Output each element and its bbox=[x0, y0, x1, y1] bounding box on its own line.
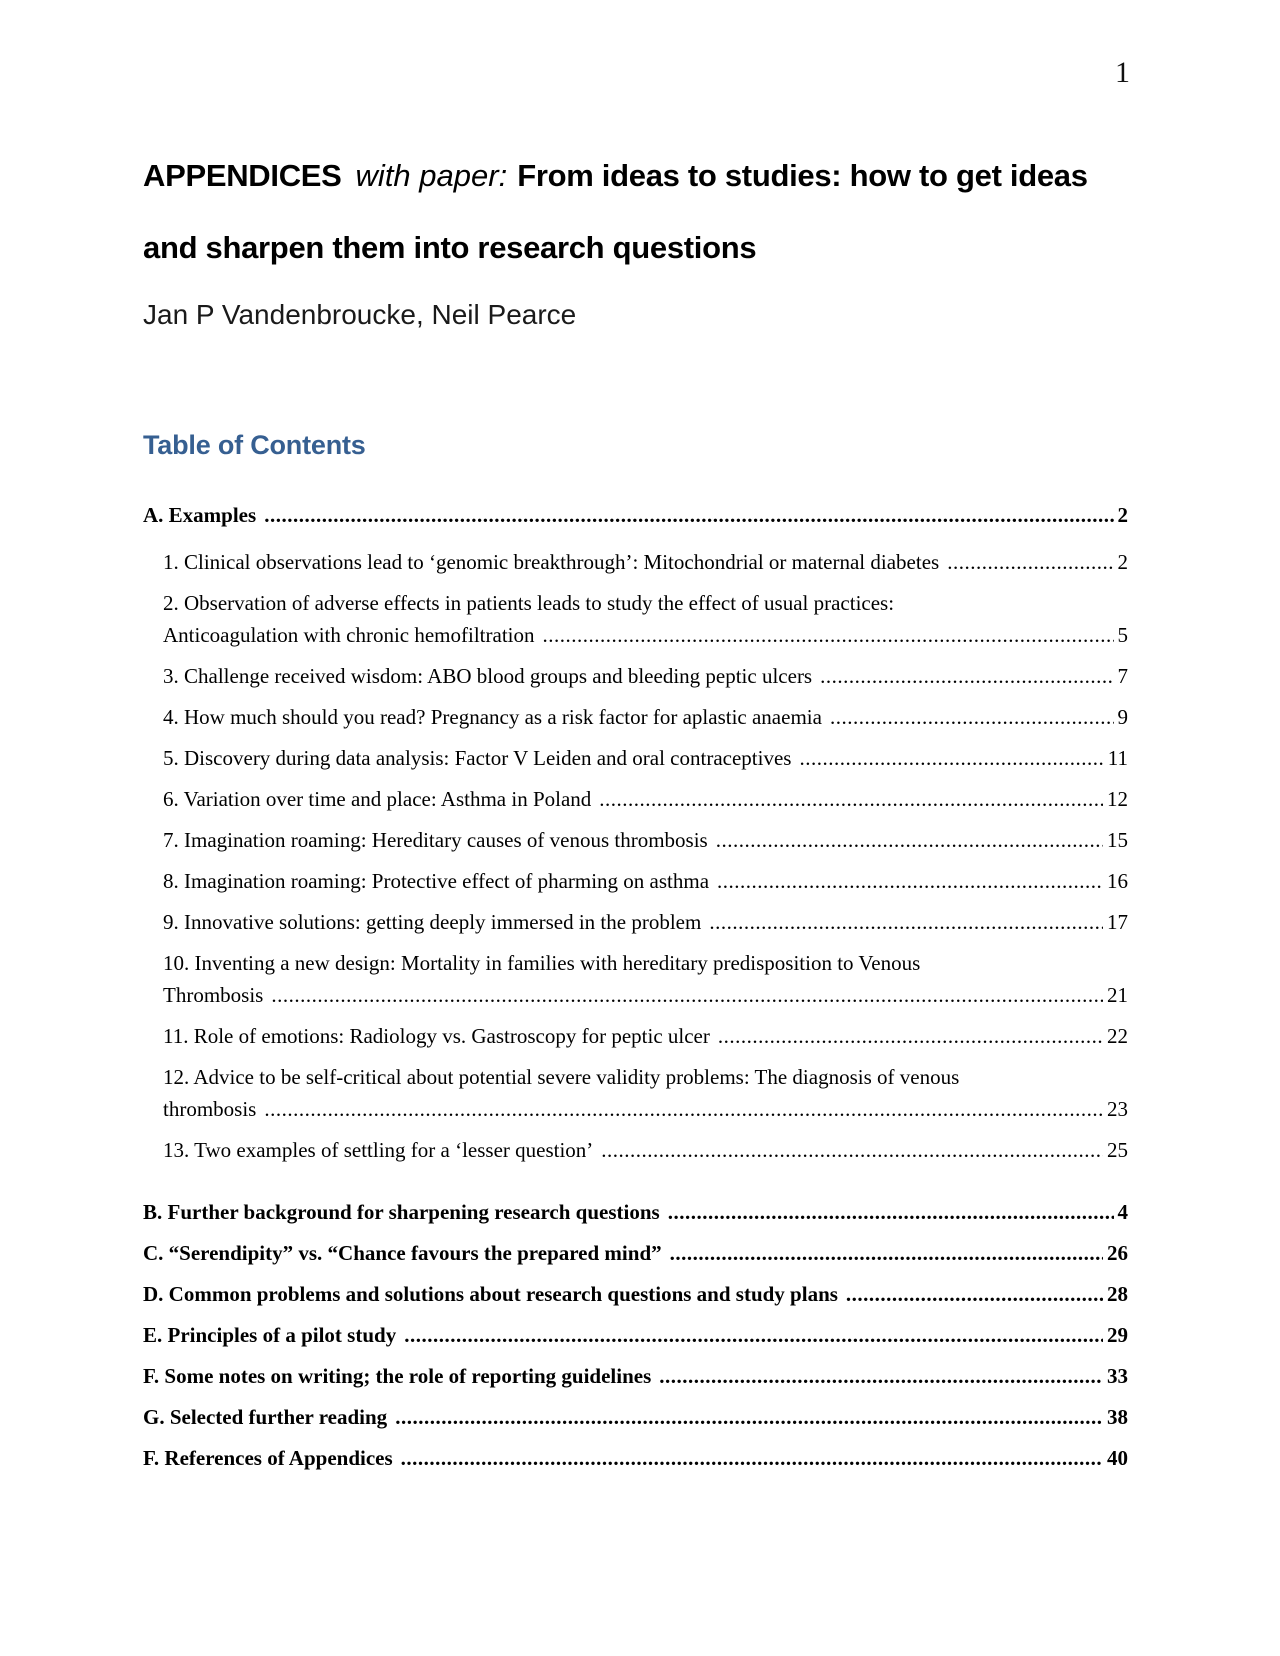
toc-page-number: 38 bbox=[1107, 1405, 1128, 1429]
toc-entry bbox=[143, 947, 1128, 1011]
toc-entry-row bbox=[143, 1319, 1128, 1351]
toc-leader-dots bbox=[846, 1278, 1103, 1310]
toc-leader-dots bbox=[271, 979, 1103, 1011]
toc-page-number: 12 bbox=[1107, 787, 1128, 811]
toc-entry-text: E. Principles of a pilot study bbox=[143, 1323, 397, 1347]
toc-entry-row bbox=[143, 1442, 1128, 1474]
toc-entry-row bbox=[163, 742, 1128, 774]
toc-entry-text: G. Selected further reading bbox=[143, 1405, 388, 1429]
toc-entry-text: 5. Discovery during data analysis: Factor V Leiden and oral contraceptives bbox=[163, 746, 792, 770]
toc-page-number: 40 bbox=[1107, 1446, 1128, 1470]
toc-leader-dots bbox=[543, 619, 1114, 651]
toc-entry-row bbox=[163, 865, 1128, 897]
title-main-text: From ideas to studies: how to get ideas and sharpen them into research questions bbox=[143, 158, 1088, 265]
toc-entry-row bbox=[143, 1360, 1128, 1392]
toc-entry-text: thrombosis bbox=[163, 1097, 257, 1121]
toc-page-number: 26 bbox=[1107, 1241, 1128, 1265]
toc-leader-dots bbox=[670, 1237, 1103, 1269]
toc-leader-dots bbox=[659, 1360, 1103, 1392]
toc-leader-dots bbox=[717, 865, 1103, 897]
toc-entry bbox=[143, 742, 1128, 774]
toc-entry bbox=[143, 1237, 1128, 1269]
toc-leader-dots bbox=[395, 1401, 1103, 1433]
toc-entry-text: Thrombosis bbox=[163, 983, 264, 1007]
page-number: 1 bbox=[1115, 56, 1130, 89]
toc-entry-text: 2. Observation of adverse effects in patients leads to study the effect of usual practices: bbox=[163, 591, 895, 615]
toc-entry-text: 9. Innovative solutions: getting deeply immersed in the problem bbox=[163, 910, 702, 934]
toc-entry-row bbox=[143, 1196, 1128, 1228]
title-with-paper-label: with paper: bbox=[355, 158, 508, 193]
toc-page-number: 21 bbox=[1107, 983, 1128, 1007]
toc-page-number: 28 bbox=[1107, 1282, 1128, 1306]
toc-entry bbox=[143, 865, 1128, 897]
toc-entry bbox=[143, 1360, 1128, 1392]
toc-leader-dots bbox=[718, 1020, 1103, 1052]
toc-page-number: 5 bbox=[1117, 623, 1128, 647]
toc-entry bbox=[143, 1401, 1128, 1433]
toc-entry-row bbox=[163, 701, 1128, 733]
toc-entry bbox=[143, 546, 1128, 578]
toc-entry-row bbox=[163, 1093, 1128, 1125]
toc-entry-text: 12. Advice to be self-critical about potential severe validity problems: The diagnosis of venous bbox=[163, 1065, 960, 1089]
toc-entry bbox=[143, 701, 1128, 733]
toc-entry-row bbox=[163, 619, 1128, 651]
toc-list bbox=[143, 499, 1128, 1474]
document-title bbox=[143, 140, 1128, 284]
toc-page-number: 4 bbox=[1117, 1200, 1128, 1224]
toc-entry-row bbox=[163, 824, 1128, 856]
toc-entry-text: 7. Imagination roaming: Hereditary causes of venous thrombosis bbox=[163, 828, 708, 852]
toc-entry bbox=[143, 1061, 1128, 1125]
toc-entry-row bbox=[163, 546, 1128, 578]
toc-leader-dots bbox=[830, 701, 1114, 733]
toc-entry bbox=[143, 783, 1128, 815]
toc-entry bbox=[143, 824, 1128, 856]
toc-page-number: 7 bbox=[1117, 664, 1128, 688]
toc-leader-dots bbox=[820, 660, 1113, 692]
toc-entry bbox=[143, 499, 1128, 531]
toc-page-number: 22 bbox=[1107, 1024, 1128, 1048]
toc-page-number: 9 bbox=[1117, 705, 1128, 729]
title-appendices-label: APPENDICES bbox=[143, 158, 342, 193]
toc-leader-dots bbox=[947, 546, 1113, 578]
toc-entry-row bbox=[163, 906, 1128, 938]
toc-page-number: 17 bbox=[1107, 910, 1128, 934]
toc-leader-dots bbox=[599, 783, 1103, 815]
toc-leader-dots bbox=[404, 1319, 1103, 1351]
toc-entry-text: B. Further background for sharpening research questions bbox=[143, 1200, 660, 1224]
toc-entry-text: 4. How much should you read? Pregnancy as a risk factor for aplastic anaemia bbox=[163, 705, 822, 729]
toc-entry bbox=[143, 1020, 1128, 1052]
toc-page-number: 29 bbox=[1107, 1323, 1128, 1347]
toc-entry-row bbox=[163, 783, 1128, 815]
toc-page-number: 16 bbox=[1107, 869, 1128, 893]
toc-leader-dots bbox=[264, 499, 1113, 531]
toc-entry-row bbox=[143, 1237, 1128, 1269]
toc-entry-text: 1. Clinical observations lead to ‘genomic breakthrough’: Mitochondrial or maternal diabetes bbox=[163, 550, 940, 574]
toc-entry-text: 13. Two examples of settling for a ‘lesser question’ bbox=[163, 1138, 594, 1162]
toc-page-number: 25 bbox=[1107, 1138, 1128, 1162]
toc-entry-text: F. References of Appendices bbox=[143, 1446, 393, 1470]
toc-leader-dots bbox=[668, 1196, 1114, 1228]
toc-leader-dots bbox=[264, 1093, 1103, 1125]
toc-entry bbox=[143, 660, 1128, 692]
authors-line: Jan P Vandenbroucke, Neil Pearce bbox=[143, 299, 577, 330]
toc-entry-text: D. Common problems and solutions about research questions and study plans bbox=[143, 1282, 838, 1306]
toc-page-number: 11 bbox=[1107, 746, 1128, 770]
toc-page-number: 23 bbox=[1107, 1097, 1128, 1121]
toc-entry-text: C. “Serendipity” vs. “Chance favours the prepared mind” bbox=[143, 1241, 662, 1265]
toc-entry-row bbox=[163, 1134, 1128, 1166]
toc-entry bbox=[143, 1278, 1128, 1310]
toc-entry-row bbox=[163, 979, 1128, 1011]
toc-leader-dots bbox=[799, 742, 1103, 774]
toc-page-number: 2 bbox=[1117, 503, 1128, 527]
toc-entry-row bbox=[163, 1020, 1128, 1052]
toc-entry-text: 3. Challenge received wisdom: ABO blood groups and bleeding peptic ulcers bbox=[163, 664, 813, 688]
toc-heading: Table of Contents bbox=[143, 430, 366, 460]
toc-entry-text: 11. Role of emotions: Radiology vs. Gastroscopy for peptic ulcer bbox=[163, 1024, 710, 1048]
toc-leader-dots bbox=[401, 1442, 1103, 1474]
toc-entry-row bbox=[143, 499, 1128, 531]
toc-entry-text: F. Some notes on writing; the role of reporting guidelines bbox=[143, 1364, 652, 1388]
toc-leader-dots bbox=[716, 824, 1103, 856]
toc-entry bbox=[143, 1319, 1128, 1351]
toc-entry bbox=[143, 587, 1128, 651]
toc-entry-row bbox=[163, 660, 1128, 692]
toc-leader-dots bbox=[709, 906, 1103, 938]
toc-leader-dots bbox=[601, 1134, 1103, 1166]
toc-entry bbox=[143, 1134, 1128, 1166]
toc-entry-text: Anticoagulation with chronic hemofiltration bbox=[163, 623, 535, 647]
toc-entry-row bbox=[143, 1278, 1128, 1310]
toc-page-number: 15 bbox=[1107, 828, 1128, 852]
toc-entry-row bbox=[143, 1401, 1128, 1433]
toc-entry-text: 10. Inventing a new design: Mortality in families with hereditary predisposition to Venous bbox=[163, 951, 921, 975]
toc-entry bbox=[143, 906, 1128, 938]
toc-page-number: 2 bbox=[1117, 550, 1128, 574]
toc-entry bbox=[143, 1196, 1128, 1228]
toc-entry bbox=[143, 1442, 1128, 1474]
toc-entry-text: 6. Variation over time and place: Asthma in Poland bbox=[163, 787, 592, 811]
toc-entry-text: A. Examples bbox=[143, 503, 257, 527]
toc-entry-text: 8. Imagination roaming: Protective effect of pharming on asthma bbox=[163, 869, 710, 893]
toc-page-number: 33 bbox=[1107, 1364, 1128, 1388]
